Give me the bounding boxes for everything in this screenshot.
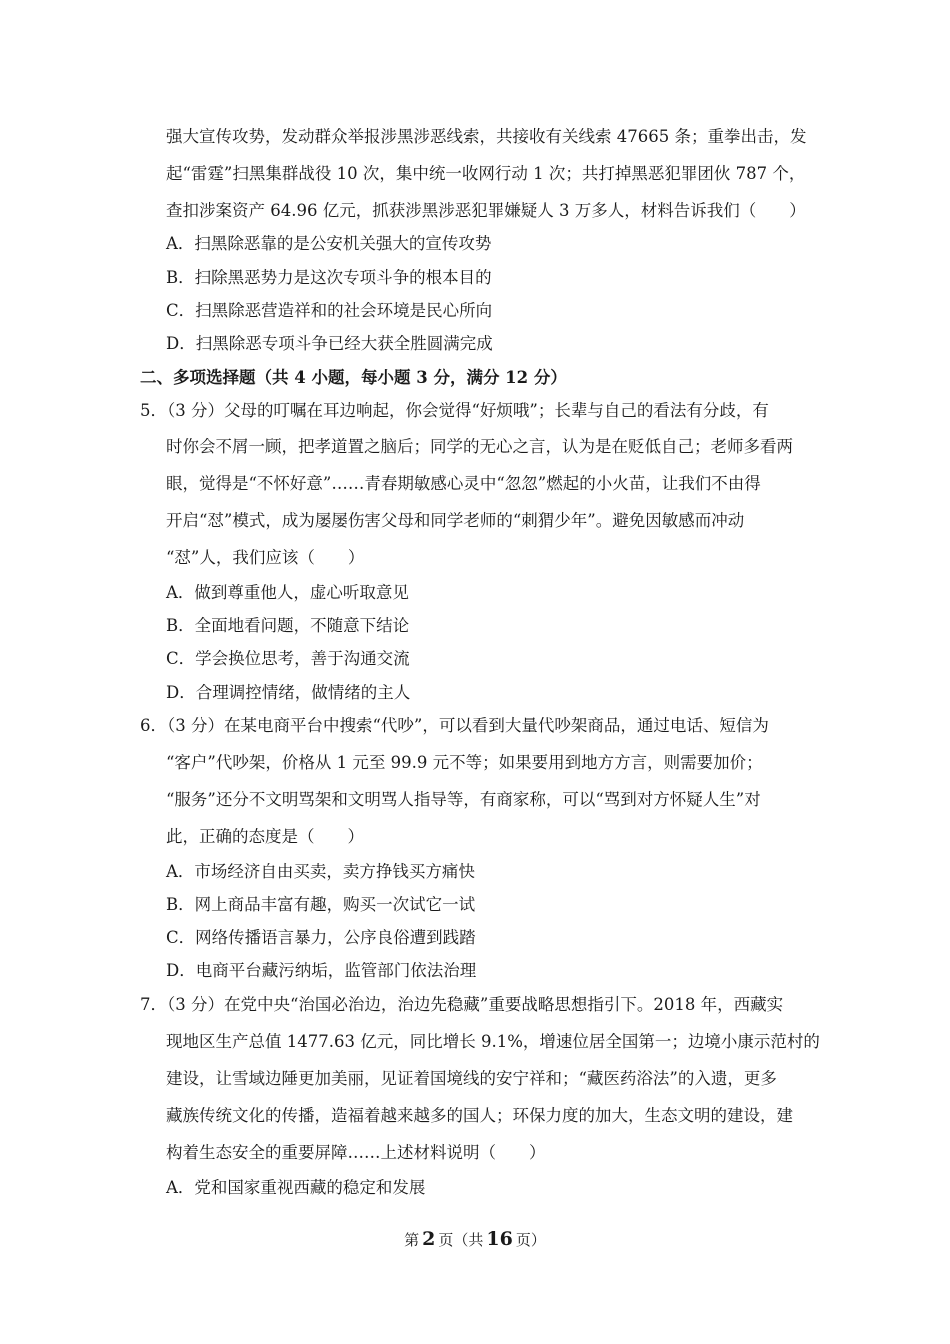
q6-stem-line: 此，正确的态度是（ ）: [166, 827, 364, 846]
q5-option-c: C．学会换位思考，善于沟通交流: [166, 649, 410, 668]
q7-option-a: A．党和国家重视西藏的稳定和发展: [166, 1178, 426, 1197]
q4-option-d: D．扫黑除恶专项斗争已经大获全胜圆满完成: [166, 334, 493, 353]
total-page-number: 16: [486, 1228, 513, 1250]
q5-stem-line: 时你会不屑一顾，把孝道置之脑后；同学的无心之言，认为是在贬低自己；老师多看两: [166, 437, 793, 456]
q7-stem-line: 建设，让雪域边陲更加美丽，见证着国境线的安宁祥和；“藏医药浴法”的入遗，更多: [166, 1069, 777, 1088]
q7-stem-line: 藏族传统文化的传播，造福着越来越多的国人；环保力度的加大，生态文明的建设，建: [166, 1106, 793, 1125]
section-heading: 二、多项选择题（共 4 小题，每小题 3 分，满分 12 分）: [140, 368, 567, 387]
q4-option-c: C．扫黑除恶营造祥和的社会环境是民心所向: [166, 301, 493, 320]
q6-stem-line: 6．（3 分）在某电商平台中搜索“代吵”，可以看到大量代吵架商品，通过电话、短信为: [140, 716, 769, 735]
q5-stem-line: “怼”人，我们应该（ ）: [166, 548, 365, 567]
q6-option-b: B．网上商品丰富有趣，购买一次试它一试: [166, 895, 476, 914]
q4-option-b: B．扫除黑恶势力是这次专项斗争的根本目的: [166, 268, 492, 287]
q5-option-b: B．全面地看问题，不随意下结论: [166, 616, 410, 635]
footer-suffix: 页）: [515, 1231, 546, 1249]
q5-stem-line: 开启“怼”模式，成为屡屡伤害父母和同学老师的“刺猬少年”。避免因敏感而冲动: [166, 511, 745, 530]
q6-stem-line: “客户”代吵架，价格从 1 元至 99.9 元不等；如果要用到地方方言，则需要加价；: [166, 753, 763, 772]
q5-stem-line: 眼，觉得是“不怀好意”……青春期敏感心灵中“忽忽”燃起的小火苗，让我们不由得: [166, 474, 761, 493]
q4-text-line: 起“雷霆”扫黑集群战役 10 次，集中统一收网行动 1 次；共打掉黑恶犯罪团伙 787 个，: [166, 164, 806, 183]
footer-middle: 页（共: [438, 1231, 484, 1249]
q5-option-a: A．做到尊重他人，虚心听取意见: [166, 583, 409, 602]
q5-stem-line: 5．（3 分）父母的叮嘱在耳边响起，你会觉得“好烦哦”；长辈与自己的看法有分歧，有: [140, 401, 769, 420]
current-page-number: 2: [422, 1228, 436, 1250]
q4-text-line: 强大宣传攻势，发动群众举报涉黑涉恶线索，共接收有关线索 47665 条；重拳出击，发: [166, 127, 807, 146]
q5-option-d: D．合理调控情绪，做情绪的主人: [166, 683, 411, 702]
q7-stem-line: 7．（3 分）在党中央“治国必治边，治边先稳藏”重要战略思想指引下。2018 年，西藏实: [140, 995, 784, 1014]
q6-option-c: C．网络传播语言暴力，公序良俗遭到践踏: [166, 928, 476, 947]
q4-option-a: A．扫黑除恶靠的是公安机关强大的宣传攻势: [166, 234, 492, 253]
q6-stem-line: “服务”还分不文明骂架和文明骂人指导等，有商家称，可以“骂到对方怀疑人生”对: [166, 790, 761, 809]
q6-option-a: A．市场经济自由买卖，卖方挣钱买方痛快: [166, 862, 475, 881]
q7-stem-line: 构着生态安全的重要屏障……上述材料说明（ ）: [166, 1143, 546, 1162]
page-footer: [0, 1228, 950, 1251]
footer-prefix: 第: [404, 1231, 420, 1249]
q4-text-line: 查扣涉案资产 64.96 亿元，抓获涉黑涉恶犯罪嫌疑人 3 万多人，材料告诉我们（ ）: [166, 201, 806, 220]
q7-stem-line: 现地区生产总值 1477.63 亿元，同比增长 9.1%，增速位居全国第一；边境小康示范村的: [166, 1032, 820, 1051]
q6-option-d: D．电商平台藏污纳垢，监管部门依法治理: [166, 961, 477, 980]
